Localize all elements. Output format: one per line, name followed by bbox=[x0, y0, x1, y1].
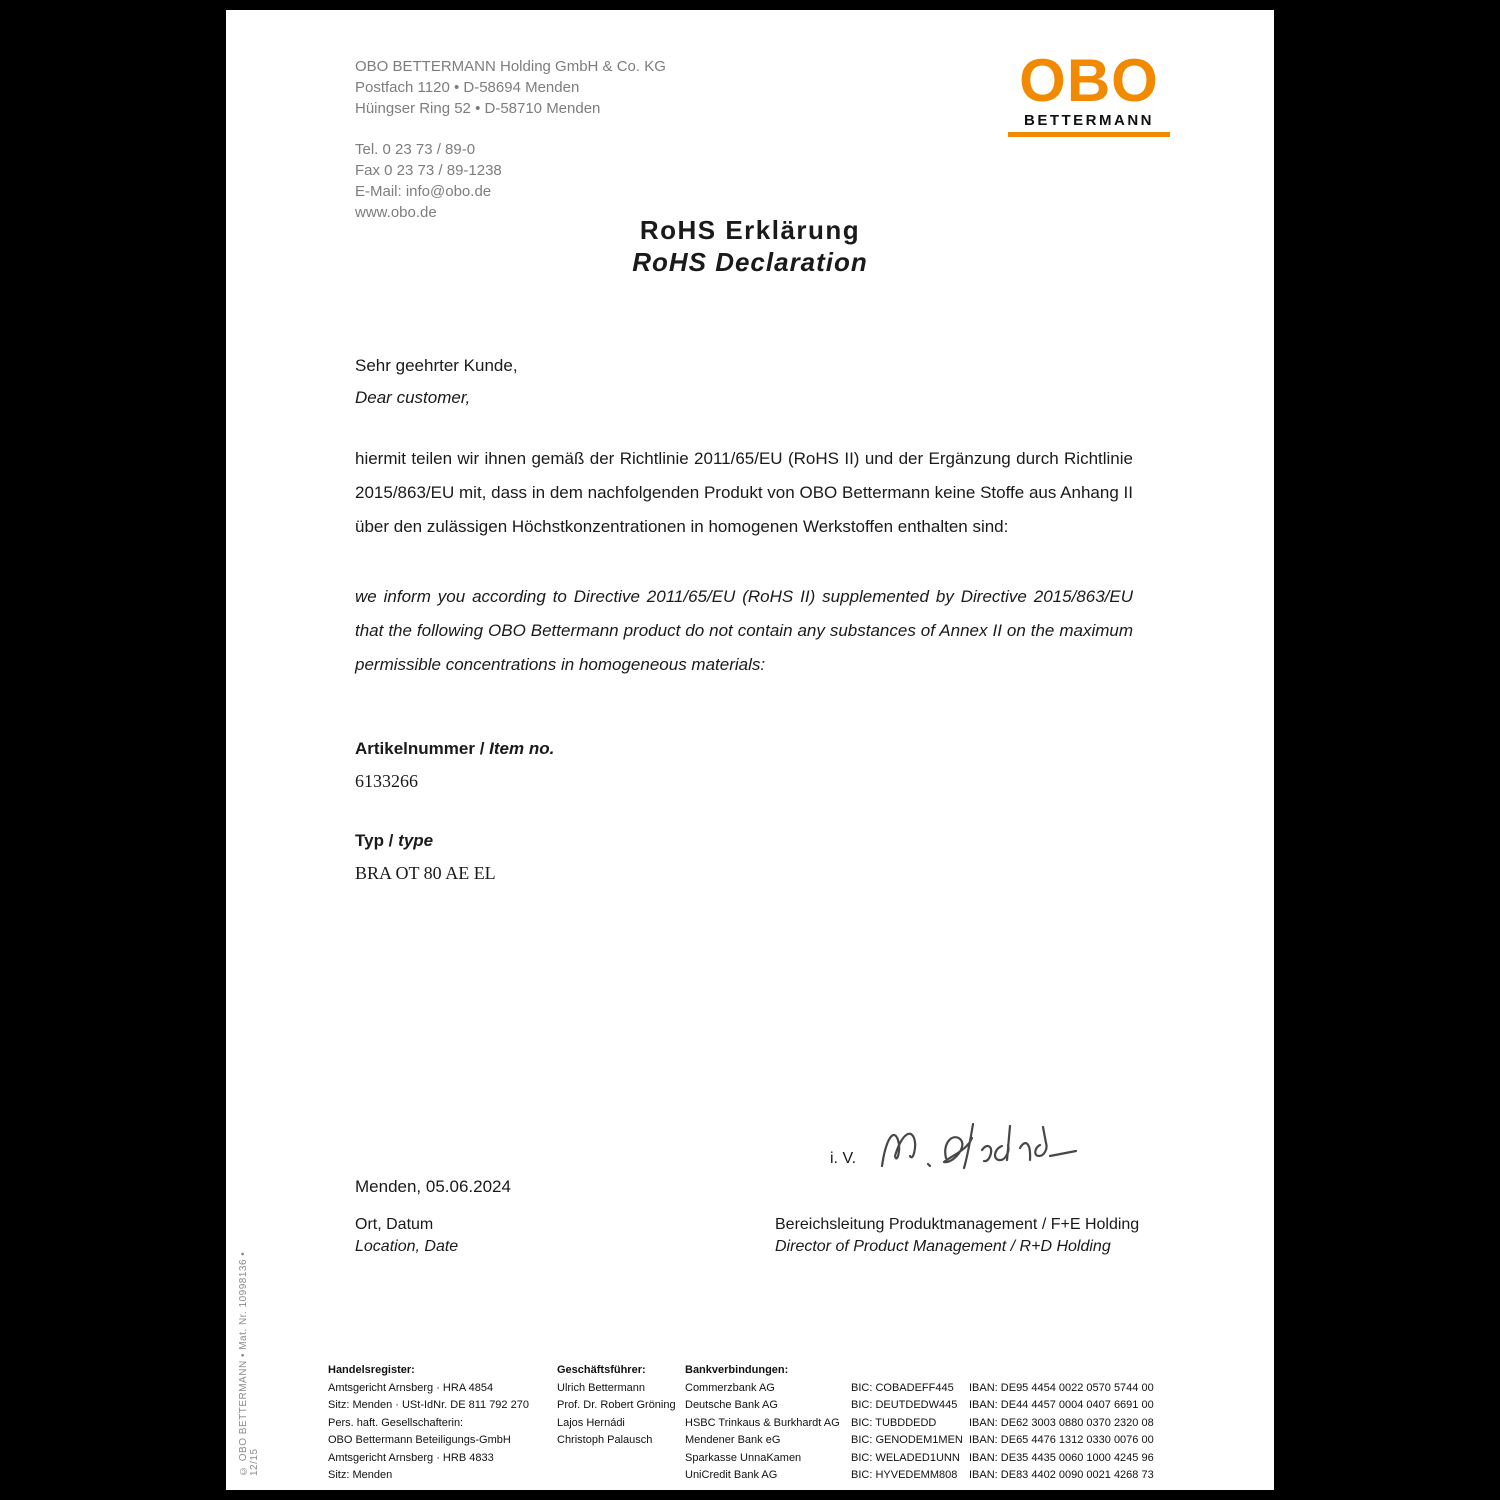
bank-iban: IBAN: DE35 4435 0060 1000 4245 96 bbox=[969, 1451, 1154, 1464]
item-number-value: 6133266 bbox=[355, 771, 418, 791]
item-label-german: Artikelnummer / bbox=[355, 739, 485, 758]
bank-bic: BIC: DEUTDEDW445 bbox=[851, 1399, 958, 1411]
title-english: RoHS Declaration bbox=[632, 247, 868, 277]
footer-line: Ulrich Bettermann bbox=[557, 1381, 646, 1394]
signer-role-english: Director of Product Management / R+D Holding bbox=[775, 1238, 1111, 1255]
logo-brand-text: OBO bbox=[1019, 47, 1159, 114]
footer-line: Prof. Dr. Robert Gröning bbox=[557, 1399, 676, 1411]
type-label-german: Typ / bbox=[355, 831, 394, 850]
bank-bic: BIC: GENODEM1MEN bbox=[851, 1434, 963, 1446]
bank-iban: IBAN: DE62 3003 0880 0370 2320 08 bbox=[969, 1416, 1154, 1429]
body-paragraph-english: we inform you according to Directive 2011/65/EU (RoHS II) supplemented by Directive 2015/863/EU that the following OBO Bettermann product do not contain any substances of Annex II on the maximum permissible concentrations in homogeneous materials: bbox=[355, 587, 1133, 674]
document-title bbox=[226, 214, 1274, 278]
footer-line: Christoph Palausch bbox=[557, 1434, 653, 1446]
footer-line: OBO Bettermann Beteiligungs-GmbH bbox=[328, 1434, 511, 1446]
bank-name: UniCredit Bank AG bbox=[685, 1469, 778, 1481]
footer-bankverbindungen bbox=[685, 1362, 1169, 1485]
logo-sub-text: BETTERMANN bbox=[1024, 112, 1154, 129]
handwritten-signature bbox=[870, 1108, 1090, 1191]
footer-line: Amtsgericht Arnsberg · HRA 4854 bbox=[328, 1381, 494, 1394]
footer-line: Sitz: Menden bbox=[328, 1469, 393, 1481]
item-label-english: Item no. bbox=[489, 739, 555, 758]
bank-name: HSBC Trinkaus & Burkhardt AG bbox=[685, 1416, 840, 1429]
signature-image bbox=[870, 1108, 1090, 1186]
logo-accent-bar bbox=[1008, 132, 1170, 137]
bank-iban: IBAN: DE44 4457 0004 0407 6691 00 bbox=[969, 1399, 1154, 1411]
footer-line: Lajos Hernádi bbox=[557, 1416, 625, 1429]
bank-bic: BIC: HYVEDEMM808 bbox=[851, 1469, 958, 1481]
bank-name: Sparkasse UnnaKamen bbox=[685, 1451, 802, 1464]
footer-handelsregister-title: Handelsregister: bbox=[328, 1364, 415, 1376]
bank-bic: BIC: COBADEFF445 bbox=[851, 1381, 954, 1394]
bank-row bbox=[685, 1380, 1169, 1398]
bank-iban: IBAN: DE83 4402 0090 0021 4268 73 bbox=[969, 1469, 1154, 1481]
footer-line: Pers. haft. Gesellschafterin: bbox=[328, 1416, 464, 1429]
bank-iban: IBAN: DE95 4454 0022 0570 5744 00 bbox=[969, 1381, 1154, 1394]
bank-row bbox=[685, 1467, 1169, 1485]
sender-address-block bbox=[355, 56, 666, 223]
type-value: BRA OT 80 AE EL bbox=[355, 863, 496, 883]
title-german: RoHS Erklärung bbox=[639, 215, 861, 245]
date-label-german: Ort, Datum bbox=[355, 1216, 434, 1233]
sender-line: OBO BETTERMANN Holding GmbH & Co. KG bbox=[355, 58, 666, 75]
bank-row bbox=[685, 1415, 1169, 1433]
signer-role-german: Bereichsleitung Produktmanagement / F+E Holding bbox=[775, 1216, 1140, 1233]
sender-phone: Tel. 0 23 73 / 89-0 bbox=[355, 141, 476, 158]
bank-row bbox=[685, 1397, 1169, 1415]
print-reference-note: © OBO BETTERMANN • Mat. Nr. 10998136 • 12/15 bbox=[238, 1251, 260, 1476]
sender-email: E-Mail: info@obo.de bbox=[355, 183, 492, 200]
place-and-date: Menden, 05.06.2024 bbox=[355, 1177, 511, 1196]
item-number-label bbox=[355, 739, 554, 759]
footer-bank-title: Bankverbindungen: bbox=[685, 1364, 789, 1376]
spacer bbox=[355, 119, 666, 139]
date-label-english: Location, Date bbox=[355, 1238, 459, 1255]
footer-line: Amtsgericht Arnsberg · HRB 4833 bbox=[328, 1451, 494, 1464]
bank-iban: IBAN: DE65 4476 1312 0330 0076 00 bbox=[969, 1434, 1154, 1446]
footer-geschaeftsfuehrer-title: Geschäftsführer: bbox=[557, 1364, 646, 1376]
footer-handelsregister bbox=[328, 1362, 529, 1485]
bank-row bbox=[685, 1450, 1169, 1468]
salutation-english: Dear customer, bbox=[355, 388, 471, 407]
footer-line: Sitz: Menden · USt-IdNr. DE 811 792 270 bbox=[328, 1399, 529, 1411]
bank-name: Commerzbank AG bbox=[685, 1381, 775, 1394]
sender-website: www.obo.de bbox=[355, 204, 437, 221]
type-label bbox=[355, 831, 433, 851]
bank-name: Mendener Bank eG bbox=[685, 1434, 781, 1446]
signature-prefix: i. V. bbox=[830, 1150, 857, 1167]
bank-bic: BIC: TUBDDEDD bbox=[851, 1416, 937, 1429]
bank-row bbox=[685, 1432, 1169, 1450]
type-label-english: type bbox=[398, 831, 434, 850]
sender-line: Postfach 1120 • D-58694 Menden bbox=[355, 79, 580, 96]
bank-name: Deutsche Bank AG bbox=[685, 1399, 778, 1411]
bank-bic: BIC: WELADED1UNN bbox=[851, 1451, 960, 1464]
salutation-german: Sehr geehrter Kunde, bbox=[355, 356, 518, 375]
body-paragraph-german: hiermit teilen wir ihnen gemäß der Richtlinie 2011/65/EU (RoHS II) und der Ergänzung durch Richtlinie 2015/863/EU mit, dass in dem nachfolgenden Produkt von OBO Bettermann keine Stoffe aus Anhang II über den zulässigen Höchstkonzentrationen in homogenen Werkstoffen enthalten sind: bbox=[355, 449, 1133, 536]
document-page bbox=[226, 10, 1274, 1490]
obo-bettermann-logo bbox=[1008, 47, 1170, 137]
sender-line: Hüingser Ring 52 • D-58710 Menden bbox=[355, 100, 601, 117]
sender-fax: Fax 0 23 73 / 89-1238 bbox=[355, 162, 502, 179]
footer-geschaeftsfuehrer bbox=[557, 1362, 676, 1450]
